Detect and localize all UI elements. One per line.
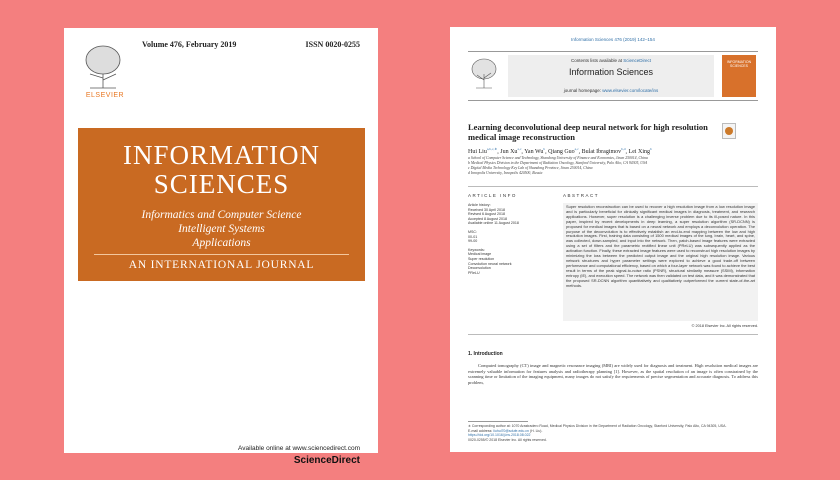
cover-divider [94,254,349,255]
volume-label: Volume 476, February 2019 [142,40,237,49]
author-name[interactable]: Qiang Guo [548,149,575,155]
cover-subtitles [78,208,365,250]
email-link[interactable]: liuhui70@sdufe.edu.cn [493,428,529,433]
author-list: Hui Liu$^{a,b,c,∗}$, Jun Xu$^{a,c}$, Yan Wu$^b$, Qiang Guo$^{a,c}$, Bulat Ibragimov$^{b,d}$, Lei Xing$^b$ [468,147,652,155]
homepage-line [508,88,714,93]
publisher-name: ELSEVIER [85,92,125,99]
issn-label: ISSN 0020-0255 [305,40,360,49]
email-label: E-mail address: [468,428,493,433]
author-affiliation-marker: b [650,147,652,151]
article-title: Learning deconvolutional deep neural network for high resolution medical image reconstruction [468,122,708,142]
contents-prefix: Contents lists available at [570,58,622,63]
journal-cover-thumbnail [722,55,756,97]
msc-code: 99-00 [468,239,478,244]
affiliation-list [468,156,758,176]
author-affiliation-marker: a,c [517,147,522,151]
cover-title-line1: INFORMATION [122,140,320,170]
journal-type: AN INTERNATIONAL JOURNAL [128,259,315,271]
available-online-text: Available online at www.sciencedirect.com [238,445,360,452]
author-affiliation-marker: a,c [574,147,579,151]
crossmark-badge-icon[interactable] [722,123,736,139]
journal-name: Information Sciences [568,67,654,77]
author-affiliation-marker: a,b,c,∗ [486,147,498,151]
author-name[interactable]: Yan Wu [524,149,544,155]
email-suffix: (H. Liu). [529,428,543,433]
journal-cover [64,28,378,466]
homepage-link[interactable]: www.elsevier.com/locate/ins [602,88,659,93]
copyright-notice: © 2018 Elsevier Inc. All rights reserved. [691,324,758,328]
cover-subtitle: Intelligent Systems [178,223,265,235]
keywords-label: Keywords: [468,247,485,252]
history-revised: Revised 6 August 2018 [468,212,505,217]
sciencedirect-logo: ScienceDirect [293,455,360,466]
corresponding-author-note: ∗ Corresponding author at: 1070 Arastradero Road, Medical Physics Division in the Department of Radiation Oncology, Stanford University, Palo Alto, CA 94305, USA. [468,424,727,428]
section-divider [468,186,758,187]
history-available: Available online 11 August 2018 [468,221,519,226]
article-info-heading: ARTICLE INFO [468,193,517,198]
homepage-prefix: journal homepage: [563,88,601,93]
cover-subtitle: Informatics and Computer Science [141,209,302,221]
doi-link[interactable]: https://doi.org/10.1016/j.ins.2018.08.022 [468,433,531,437]
keyword: Deconvolution [468,266,491,271]
footnote-divider [468,421,528,422]
author-name[interactable]: Jun Xu [500,149,518,155]
journal-header [468,51,758,101]
msc-code: 00-01 [468,234,478,239]
msc-label: MSC: [468,229,477,234]
abstract-heading: ABSTRACT [563,193,600,198]
article-page [450,27,776,452]
keyword: PReLU [468,270,480,275]
introduction-heading: 1. Introduction [468,351,503,357]
footnotes [468,424,758,442]
thumbnail-title: INFORMATION SCIENCES [726,60,752,68]
cover-title-line2: SCIENCES [153,169,290,199]
cover-title-band [78,128,365,281]
author-affiliation-marker: b,d [621,147,626,151]
journal-info-box [508,55,714,97]
author-name[interactable]: Hui Liu [468,149,487,155]
article-info [468,203,554,275]
history-received: Received 30 April 2018 [468,207,505,212]
affiliation: b Medical Physics Division in the Department of Radiation Oncology, Stanford University, Palo Alto, CA 94305, USA [468,161,648,165]
section-divider [468,334,758,335]
author-name[interactable]: Bulat Ibragimov [581,149,622,155]
issn-copyright-line: 0020-0255/© 2018 Elsevier Inc. All rights reserved. [468,437,547,442]
keyword: Convolution neural network [468,261,512,266]
affiliation: c Digital Media Technology Key Lab of Shandong Province, Jinan 250014, China [468,166,593,170]
contents-line [508,58,714,63]
keyword: Medical image [468,252,492,257]
author-name[interactable]: Lei Xing [628,149,651,155]
keyword: Super resolution [468,256,495,261]
author-affiliation-marker: b [543,147,546,151]
introduction-text: Computed tomography (CT) image and magnetic resonance imaging (MRI) are widely used for diagnosis and treatment. High resolution medical images are extremely valuable information for features analysis and radiotherapy planning [1]. However, as the spatial resolution of an image is often constrained by the scanning time or limitation of the imaging equipment, many images do not satisfy the requirements of precise segmentation and accurate diagnosis. To address this problem, [468,363,758,385]
affiliation: d Innopolis University, Innopolis 420500, Russia [468,171,543,175]
history-label: Article history: [468,203,491,207]
cover-subtitle: Applications [192,237,251,249]
elsevier-logo-icon [468,56,500,92]
citation-line[interactable]: Information Sciences 476 (2019) 142–154 [571,37,655,42]
affiliation: a School of Computer Science and Technology, Shandong University of Finance and Economics, Jinan 250014, China [468,156,648,160]
abstract-text: Super resolution reconstruction can be used to recover a high resolution image from a low resolution image and is particularly beneficial for clinically significant medical images in diagnosis, treatment, and research applications. However, super resolution is a challenging inverse problem due to its ill-posed nature. In this paper, inspired by recent developments in deep learning, a super resolution algorithm (SR-DCNN) is proposed for medical images that is based on a neural network and employs a deconvolution operation. The purpose of the deconvolution is to effectively establish an end-to-end mapping between the low and high resolution images. First, training data consisting of 1500 medical images of the lung, brain, heart, and spine, was collected, down-sampled, and input into the network. Then, patch-based image features were extracted using a set of filters and the parametric rectified linear unit (PReLU) was subsequently applied as the activation function. Finally, these extracted image features were used to reconstruct high resolution images by minimizing the loss between the predicted output image and the original high resolution image. Various network structures and hyper parameter settings were explored to achieve a good trade-off between performance and computational efficiency, based on which a four-layer network was found to achieve the best result in terms of the peak signal-to-noise ratio (PSNR), structural similarity measure (SSIM), information entropy (IE), and execution speed. The network was then validated on test data, and it was demonstrated that the proposed SR-DCNN algorithm quantitatively and qualitatively outperformed the current state-of-the-art methods. [563,203,758,321]
history-accepted: Accepted 8 August 2018 [468,216,507,221]
sciencedirect-link[interactable]: ScienceDirect [623,58,652,63]
